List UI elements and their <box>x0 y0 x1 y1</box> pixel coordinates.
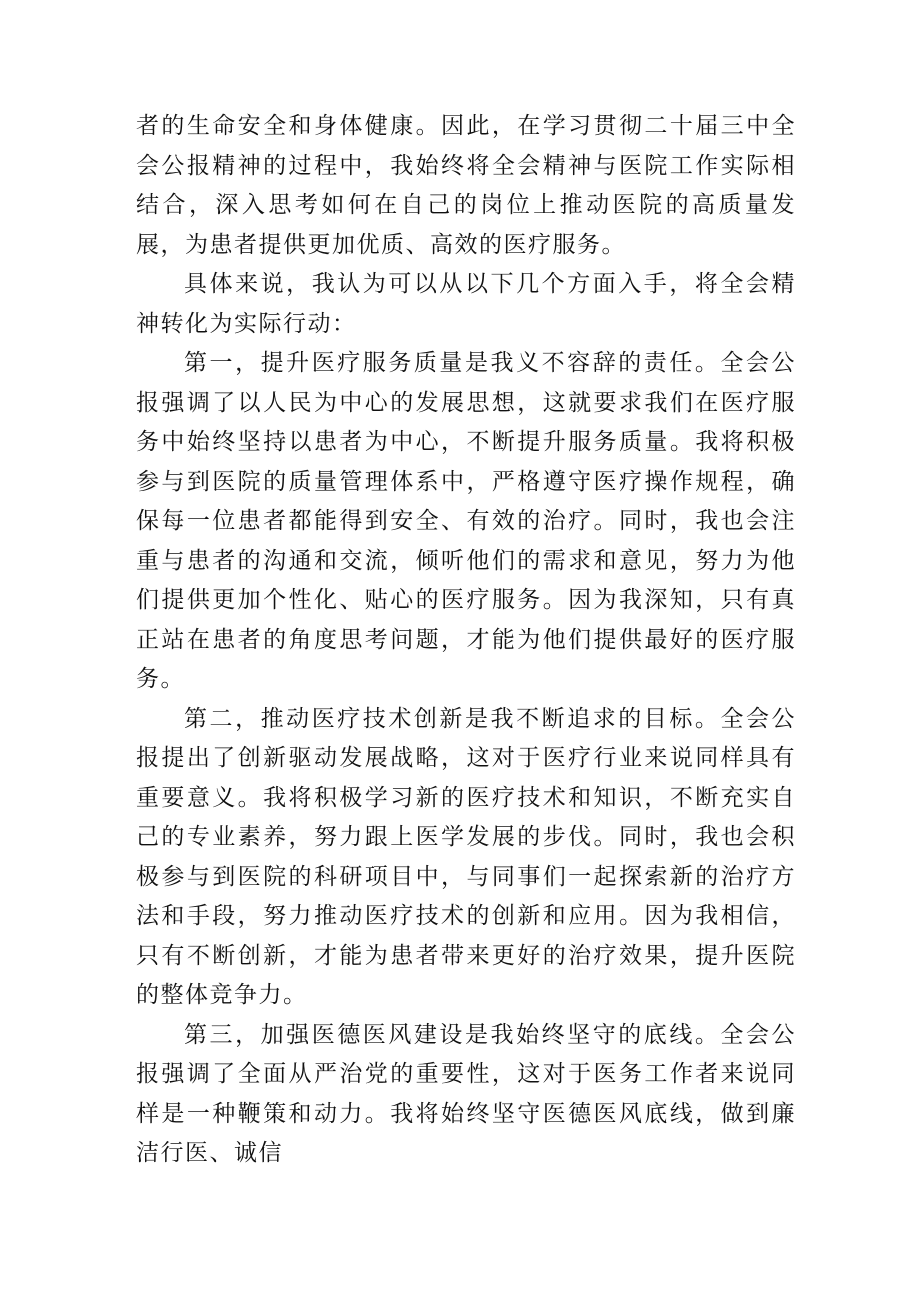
paragraph-continuation: 者的生命安全和身体健康。因此，在学习贯彻二十届三中全会公报精神的过程中，我始终将全会精神与医院工作实际相结合，深入思考如何在自己的岗位上推动医院的高质量发展，为患者提供更加优质、高效的医疗服务。 <box>136 113 796 258</box>
paragraph-point-one: 第一，提升医疗服务质量是我义不容辞的责任。全会公报强调了以人民为中心的发展思想，这就要求我们在医疗服务中始终坚持以患者为中心，不断提升服务质量。我将积极参与到医院的质量管理体系中，严格遵守医疗操作规程，确保每一位患者都能得到安全、有效的治疗。同时，我也会注重与患者的沟通和交流，倾听他们的需求和意见，努力为他们提供更加个性化、贴心的医疗服务。因为我深知，只有真正站在患者的角度思考问题，才能为他们提供最好的医疗服务。 <box>136 350 796 692</box>
paragraph-point-two: 第二，推动医疗技术创新是我不断追求的目标。全会公报提出了创新驱动发展战略，这对于医疗行业来说同样具有重要意义。我将积极学习新的医疗技术和知识，不断充实自己的专业素养，努力跟上医学发展的步伐。同时，我也会积极参与到医院的科研项目中，与同事们一起探索新的治疗方法和手段，努力推动医疗技术的创新和应用。因为我相信，只有不断创新，才能为患者带来更好的治疗效果，提升医院的整体竞争力。 <box>136 705 796 1008</box>
paragraph-point-three: 第三，加强医德医风建设是我始终坚守的底线。全会公报强调了全面从严治党的重要性，这对于医务工作者来说同样是一种鞭策和动力。我将始终坚守医德医风底线，做到廉洁行医、诚信 <box>136 1021 796 1166</box>
body-text <box>136 107 796 1174</box>
paragraph-intro: 具体来说，我认为可以从以下几个方面入手，将全会精神转化为实际行动： <box>136 271 796 337</box>
